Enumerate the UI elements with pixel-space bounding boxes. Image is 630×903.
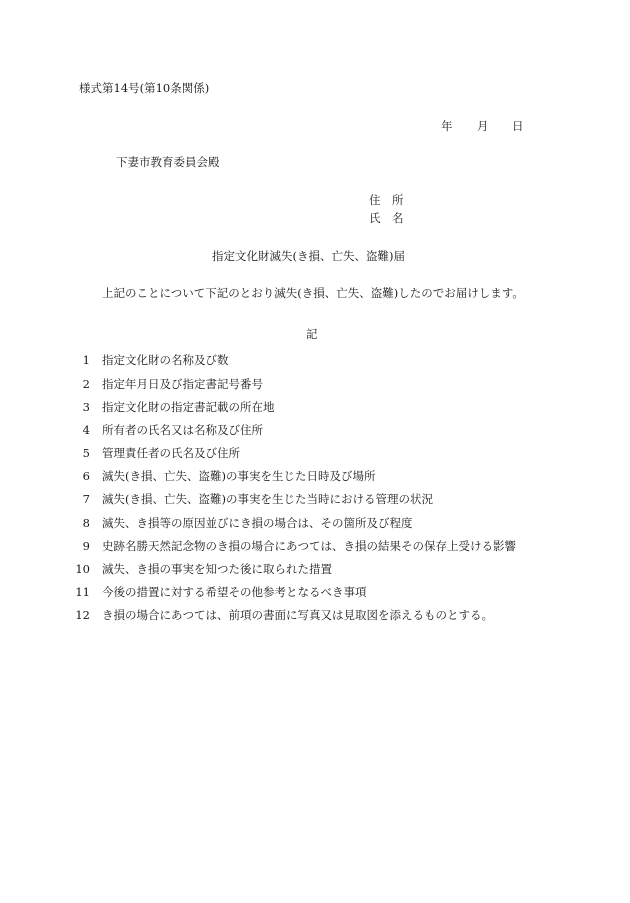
list-item [72, 469, 375, 483]
item-text: 指定文化財の名称及び数 [102, 353, 229, 367]
item-text: 今後の措置に対する希望その他参考となるべき事項 [102, 585, 367, 599]
list-item [72, 423, 263, 437]
addressee: 下妻市教育委員会殿 [116, 155, 220, 169]
address-label: 住 所 [369, 193, 404, 207]
item-text: き損の場合にあつては、前項の書面に写真又は見取図を添えるものとする。 [102, 608, 493, 622]
item-number: 12 [75, 608, 90, 622]
date-month: 月 [477, 119, 489, 133]
intro-text: 上記のことについて下記のとおり滅失(き損、亡失、盗難)したのでお届けします。 [102, 286, 524, 300]
list-item [72, 377, 263, 391]
date-year: 年 [441, 119, 453, 133]
date-day: 日 [512, 119, 524, 133]
item-number: 5 [82, 446, 90, 460]
item-text: 史跡名勝天然記念物のき損の場合にあつては、き損の結果その保存上受ける影響 [102, 539, 516, 553]
item-number: 10 [75, 562, 90, 576]
item-text: 滅失、き損等の原因並びにき損の場合は、その箇所及び程度 [102, 516, 413, 530]
form-number: 様式第14号(第10条関係) [79, 81, 210, 95]
item-number: 11 [75, 585, 90, 599]
ki-heading: 記 [306, 327, 318, 341]
list-item [72, 353, 229, 367]
list-item [72, 608, 493, 622]
list-item [72, 516, 413, 530]
item-number: 1 [82, 353, 90, 367]
document-title: 指定文化財滅失(き損、亡失、盗難)届 [212, 249, 405, 263]
item-text: 指定文化財の指定書記載の所在地 [102, 400, 275, 414]
item-number: 9 [82, 539, 90, 553]
name-label: 氏 名 [369, 211, 404, 225]
item-text: 所有者の氏名又は名称及び住所 [102, 423, 263, 437]
list-item [72, 492, 433, 506]
list-item [72, 562, 332, 576]
item-text: 指定年月日及び指定書記号番号 [102, 377, 263, 391]
item-text: 滅失、き損の事実を知つた後に取られた措置 [102, 562, 332, 576]
item-text: 管理責任者の氏名及び住所 [102, 446, 240, 460]
list-item [72, 400, 275, 414]
item-number: 2 [82, 377, 90, 391]
list-item [72, 539, 516, 553]
item-number: 7 [82, 492, 90, 506]
item-number: 6 [82, 469, 90, 483]
item-text: 滅失(き損、亡失、盗難)の事実を生じた日時及び場所 [102, 469, 376, 483]
date-line [441, 119, 524, 133]
item-number: 8 [82, 516, 90, 530]
list-item [72, 585, 367, 599]
item-text: 滅失(き損、亡失、盗難)の事実を生じた当時における管理の状況 [102, 492, 433, 506]
item-number: 3 [82, 400, 90, 414]
list-item [72, 446, 240, 460]
item-number: 4 [82, 423, 90, 437]
